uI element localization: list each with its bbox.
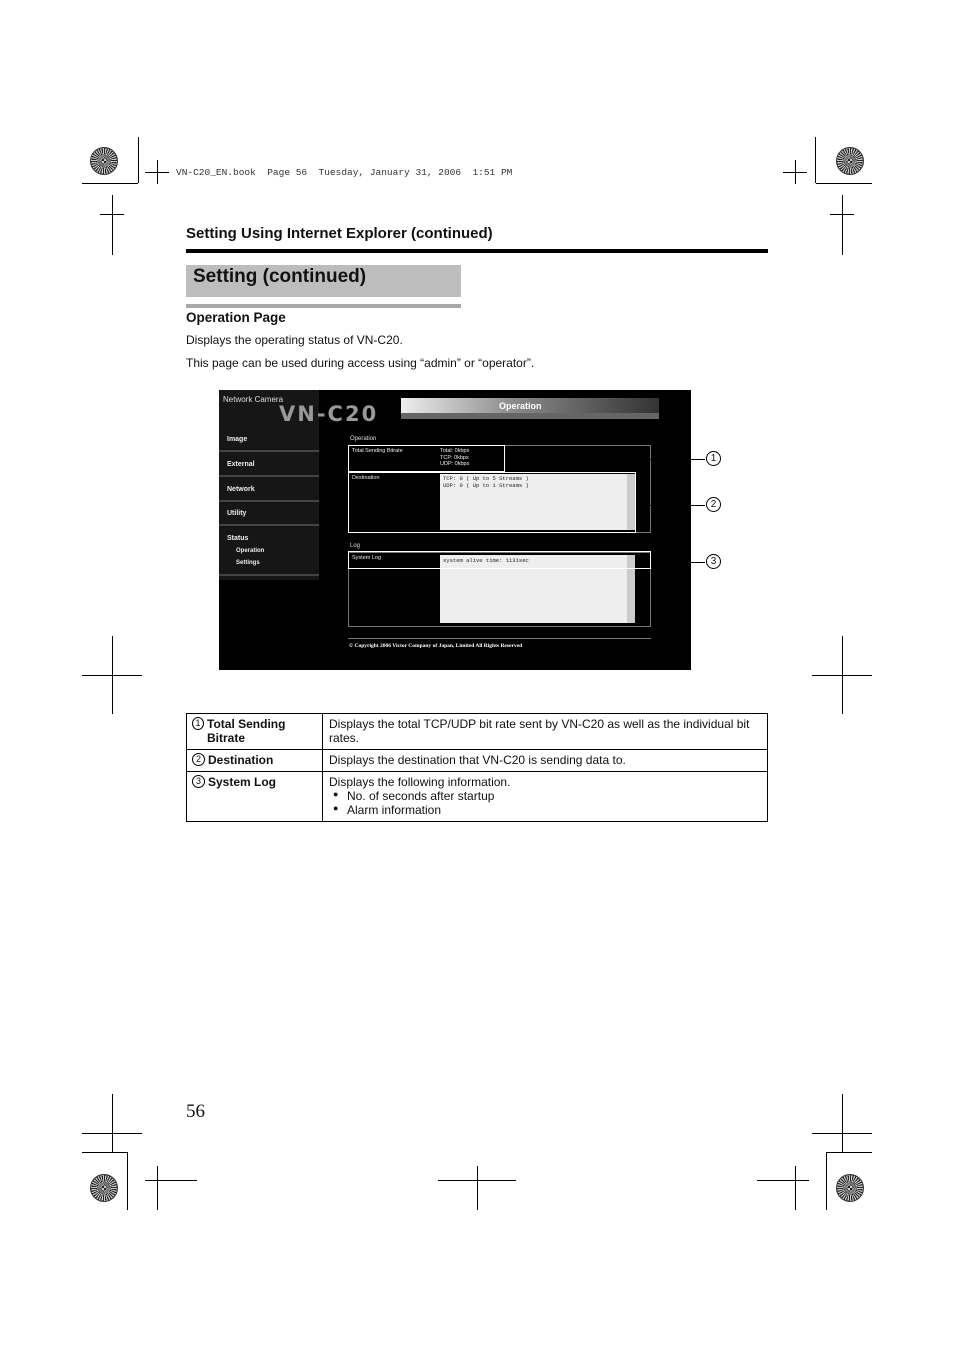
nav-external[interactable]: External — [227, 461, 255, 468]
table-desc-cell — [323, 714, 768, 750]
table-row — [187, 750, 768, 772]
bullet-item: ● Alarm information — [329, 803, 761, 817]
desc-total-sending-bitrate: Displays the total TCP/UDP bit rate sent by VN-C20 as well as the individual bit rates. — [329, 717, 750, 745]
section-title: Setting (continued) — [193, 266, 367, 287]
desc-system-log: Displays the following information. — [329, 775, 511, 789]
printer-info-line: VN-C20_EN.book Page 56 Tuesday, January 31, 2006 1:51 PM — [176, 167, 513, 178]
desc-destination: Displays the destination that VN-C20 is sending data to. — [329, 753, 626, 767]
operation-heading: Operation — [350, 436, 377, 442]
nav-status[interactable]: Status — [227, 535, 249, 542]
callout-number-1: 1 — [706, 451, 721, 466]
nav-separator — [219, 500, 319, 502]
subsection-title: Operation Page — [186, 310, 286, 325]
nav-separator — [219, 475, 319, 477]
registration-rosette-top-right — [836, 147, 864, 175]
top-accent-bar — [401, 413, 659, 419]
term-total-sending-bitrate: Total Sending Bitrate — [207, 717, 286, 745]
callout-box-2 — [348, 472, 636, 533]
top-tab-label: Operation — [499, 401, 542, 411]
nav-separator — [219, 574, 319, 576]
nav-settings[interactable]: Settings — [236, 560, 260, 566]
brand-small-label: Network Camera — [223, 395, 284, 404]
nav-network[interactable]: Network — [227, 486, 255, 493]
nav-operation[interactable]: Operation — [236, 548, 265, 554]
total-bitrate-values: Total: 0kbps TCP: 0kbps UDP: 0kbps — [440, 448, 470, 467]
system-log-label: System Log — [352, 555, 382, 561]
system-log-value: system alive time: 1131sec — [443, 557, 529, 564]
table-row — [187, 714, 768, 750]
nav-utility[interactable]: Utility — [227, 510, 247, 517]
callout-number-3: 3 — [706, 554, 721, 569]
description-table — [186, 713, 768, 822]
row-number: 2 — [192, 753, 205, 766]
term-system-log: System Log — [208, 775, 277, 789]
header-rule — [186, 249, 768, 253]
row-number: 1 — [192, 717, 204, 730]
table-desc-cell — [323, 750, 768, 772]
table-desc-cell — [323, 772, 768, 822]
table-term-cell — [187, 772, 323, 822]
registration-rosette-bottom-left — [90, 1174, 118, 1202]
registration-rosette-top-left — [90, 147, 118, 175]
callout-box-1 — [348, 445, 505, 472]
term-destination: Destination — [208, 753, 274, 767]
destination-value: TCP: 0 ( Up to 5 Streams ) UDP: 0 ( Up to 1 Streams ) — [443, 475, 529, 489]
paragraph-2: This page can be used during access using “admin” or “operator”. — [186, 356, 535, 370]
destination-label: Destination — [352, 475, 380, 481]
page-number: 56 — [186, 1101, 205, 1122]
callout-line-2 — [636, 505, 705, 506]
nav-separator — [219, 450, 319, 452]
section-rule — [186, 304, 461, 308]
copyright-text: © Copyright 2006 Victor Company of Japan, Limited All Rights Reserved — [349, 643, 523, 649]
nav-separator — [219, 524, 319, 526]
table-term-cell — [187, 750, 323, 772]
operation-page-screenshot — [219, 390, 691, 670]
paragraph-1: Displays the operating status of VN-C20. — [186, 333, 403, 347]
nav-image[interactable]: Image — [227, 436, 248, 443]
log-heading: Log — [350, 543, 361, 549]
callout-line-1 — [505, 459, 705, 460]
bullet-item: ● No. of seconds after startup — [329, 789, 761, 803]
row-number: 3 — [192, 775, 205, 788]
table-row — [187, 772, 768, 822]
total-bitrate-label: Total Sending Bitrate — [352, 448, 403, 454]
callout-box-3 — [348, 551, 651, 569]
page-header-title: Setting Using Internet Explorer (continued) — [186, 225, 493, 242]
registration-rosette-bottom-right — [836, 1174, 864, 1202]
callout-line-3 — [651, 562, 705, 563]
table-term-cell — [187, 714, 323, 750]
callout-number-2: 2 — [706, 497, 721, 512]
footer-rule — [348, 638, 651, 639]
brand-logo: VN-C20 — [279, 402, 379, 426]
